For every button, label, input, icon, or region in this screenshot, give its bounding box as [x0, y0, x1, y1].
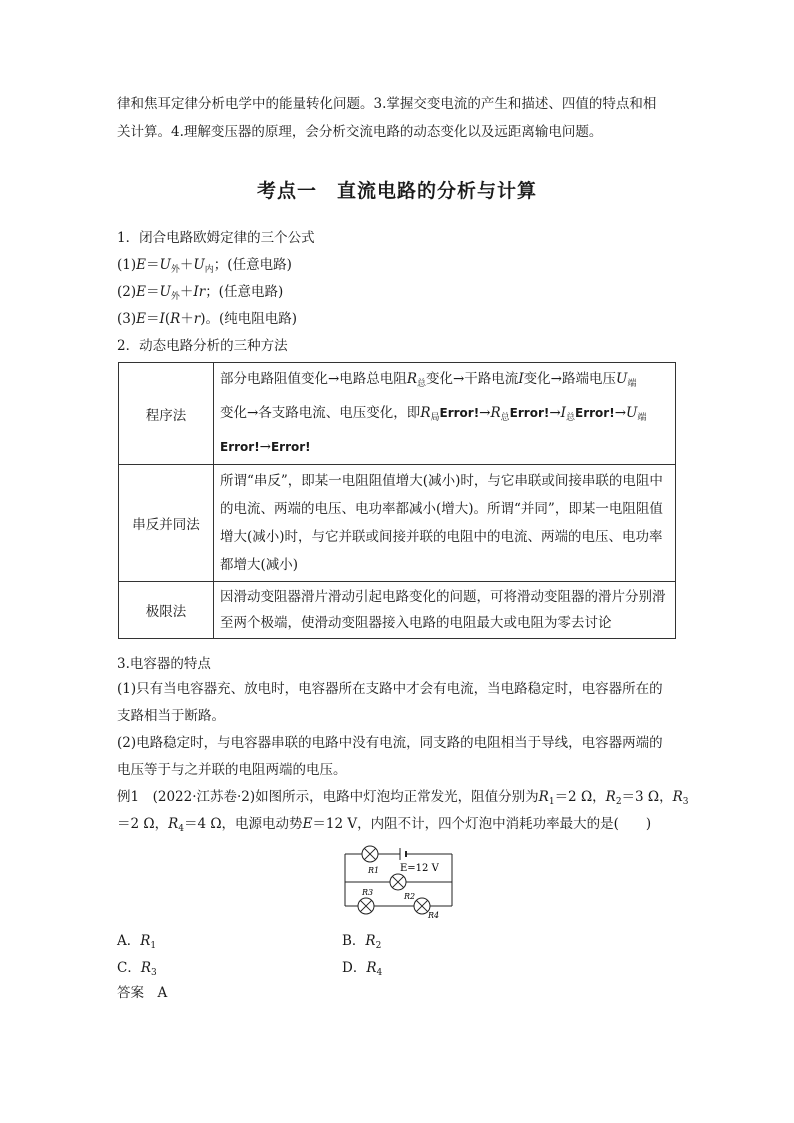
answer: 答案 A	[117, 985, 168, 1001]
method-description: 部分电路阻值变化→电路总电阻$R_总$变化→干路电流I变化→路端电压$U_端$ 变化→各支路电流、电压变化，即$R_局Error!\to R_总Error!\to I_总Error!\to U_端$ Error!→Error!	[214, 363, 676, 465]
option-b[interactable]: B．$R_2$	[342, 933, 382, 951]
table-row	[119, 363, 676, 465]
method-name: 程序法	[119, 363, 214, 465]
option-d[interactable]: D．$R_4$	[342, 960, 383, 978]
dynamic-heading: 2．动态电路分析的三种方法	[117, 338, 288, 354]
label-r1: R1	[368, 866, 380, 875]
label-r2: R2	[404, 892, 416, 901]
capacitor-p1b: 支路相当于断路。	[117, 708, 225, 724]
method-description: 所谓“串反”，即某一电阻阻值增大(减小)时，与它串联或间接串联的电阻中的电流、两端的电压、电功率都减小(增大)。所谓“并同”，即某一电阻阻值增大(减小)时，与它并联或间接并联的电阻中的电流、两端的电压、电功率都增大(减小)	[214, 465, 676, 582]
intro-line-1: 律和焦耳定律分析电学中的能量转化问题。3.掌握交变电流的产生和描述、四值的特点和相	[117, 96, 657, 112]
capacitor-p2b: 电压等于与之并联的电阻两端的电压。	[117, 762, 347, 778]
ohm-formula-3: (3)E＝I(R＋r)。(纯电阻电路)	[117, 311, 298, 327]
label-r4: R4	[428, 911, 440, 920]
example-line-2: ＝2 Ω，$R_4=4$ Ω，电源电动势E＝12 V，内阻不计，四个灯泡中消耗功率最大的是( )	[117, 816, 652, 834]
option-c[interactable]: C．$R_3$	[117, 960, 157, 978]
methods-table	[118, 362, 676, 639]
example-line-1: 例1 (2022·江苏卷·2)如图所示，电路中灯泡均正常发光，阻值分别为$R_1=2$ Ω，$R_2=3$ Ω，$R_3$	[117, 789, 689, 807]
circuit-diagram	[340, 844, 460, 922]
intro-line-2: 关计算。4.理解变压器的原理，会分析交流电路的动态变化以及远距离输电问题。	[117, 124, 603, 140]
table-row	[119, 465, 676, 582]
capacitor-p2a: (2)电路稳定时，与电容器串联的电路中没有电流，同支路的电阻相当于导线，电容器两端的	[117, 735, 663, 751]
ohm-formula-2: $(2)E=U_外+Ir$；(任意电路)	[117, 284, 284, 302]
method-description: 因滑动变阻器滑片滑动引起电路变化的问题，可将滑动变阻器的滑片分别滑至两个极端，使滑动变阻器接入电路的电阻最大或电阻为零去讨论	[214, 582, 676, 639]
ohm-formula-1: $(1)E=U_外+U_内$；(任意电路)	[117, 257, 292, 275]
capacitor-heading: 3.电容器的特点	[117, 656, 211, 672]
emf-label: E=12 V	[400, 863, 439, 874]
label-r3: R3	[362, 888, 374, 897]
option-a[interactable]: A．$R_1$	[117, 933, 157, 951]
ohm-heading: 1．闭合电路欧姆定律的三个公式	[117, 230, 315, 246]
section-title: 考点一 直流电路的分析与计算	[256, 180, 537, 202]
method-name: 串反并同法	[119, 465, 214, 582]
capacitor-p1a: (1)只有当电容器充、放电时，电容器所在支路中才会有电流，当电路稳定时，电容器所在的	[117, 681, 663, 697]
method-name: 极限法	[119, 582, 214, 639]
table-row	[119, 582, 676, 639]
